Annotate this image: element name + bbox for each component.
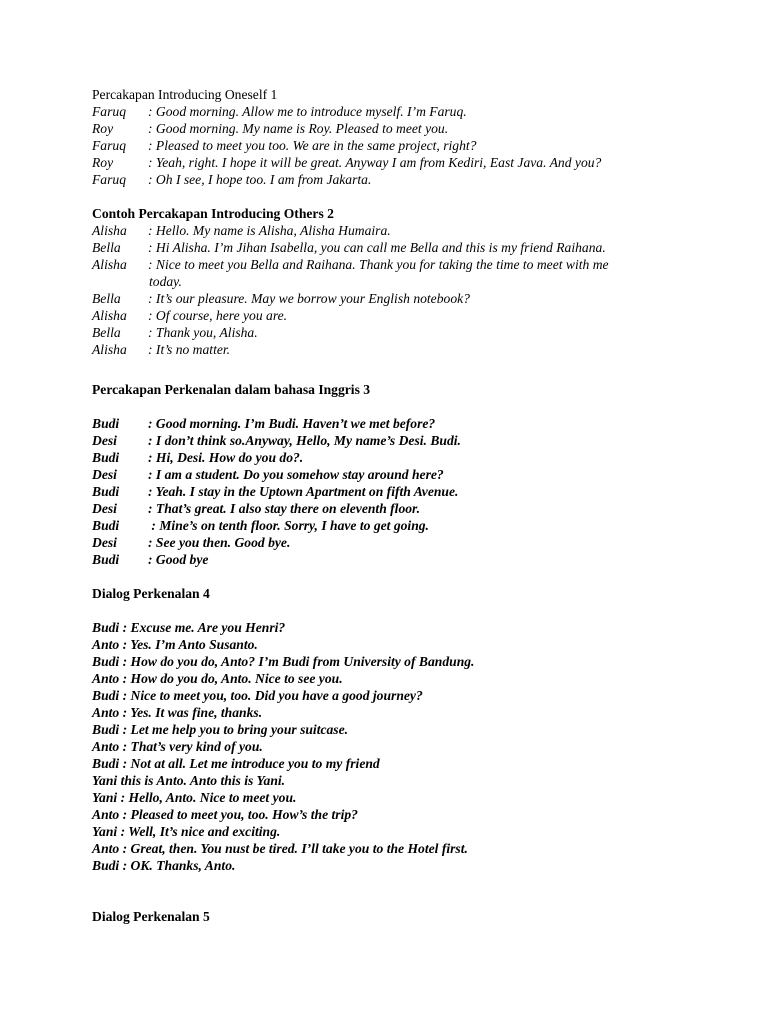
dialog-line: Budi : Excuse me. Are you Henri? [92,620,286,635]
utterance: : I don’t think so.Anyway, Hello, My name’s Desi. Budi. [148,433,461,448]
dialog-line: Yani : Well, It’s nice and exciting. [92,824,281,839]
speaker: Budi [92,518,120,533]
section-title: Dialog Perkenalan 5 [92,909,210,924]
speaker: Faruq [92,172,126,187]
dialog-line [92,290,732,307]
speaker: Budi [92,552,120,567]
section-1 [92,86,732,188]
dialog-line [92,103,732,120]
utterance: : Hi, Desi. How do you do?. [148,450,304,465]
utterance: : Hello. My name is Alisha, Alisha Humaira. [148,223,391,238]
dialog-line: Anto : How do you do, Anto. Nice to see you. [92,671,343,686]
dialog-line [92,222,732,239]
speaker: Faruq [92,104,126,119]
dialog-line [92,500,732,517]
utterance: : Mine’s on tenth floor. Sorry, I have to get going. [148,518,429,533]
utterance: : Oh I see, I hope too. I am from Jakarta. [148,172,372,187]
utterance: : Hi Alisha. I’m Jihan Isabella, you can call me Bella and this is my friend Raihana. [148,240,606,255]
section-3 [92,381,732,568]
speaker: Desi [92,433,117,448]
utterance: : Good morning. Allow me to introduce myself. I’m Faruq. [148,104,467,119]
speaker: Bella [92,291,121,306]
dialog-line: Anto : Great, then. You nust be tired. I’ll take you to the Hotel first. [92,841,468,856]
dialog-line: Yani : Hello, Anto. Nice to meet you. [92,790,297,805]
utterance: : Good morning. I’m Budi. Haven’t we met before? [148,416,436,431]
utterance: : Of course, here you are. [148,308,288,323]
speaker: Budi [92,416,120,431]
section-4 [92,585,732,874]
speaker: Budi [92,484,120,499]
dialog-line [92,324,732,341]
speaker: Desi [92,535,117,550]
speaker: Bella [92,325,121,340]
utterance: : That’s great. I also stay there on eleventh floor. [148,501,420,516]
dialog-line [92,239,732,256]
dialog-line [92,551,732,568]
utterance: : Yeah. I stay in the Uptown Apartment on fifth Avenue. [148,484,459,499]
dialog-line: Budi : Not at all. Let me introduce you to my friend [92,756,380,771]
section-title: Dialog Perkenalan 4 [92,586,210,601]
dialog-line [92,171,732,188]
dialog-line [92,466,732,483]
dialog-line [92,415,732,432]
dialog-line [92,449,732,466]
dialog-line [92,256,732,273]
dialog-line-continuation [92,273,732,290]
section-title: Percakapan Perkenalan dalam bahasa Inggris 3 [92,382,371,397]
dialog-line: Anto : That’s very kind of you. [92,739,263,754]
speaker: Budi [92,450,120,465]
utterance: : Yeah, right. I hope it will be great. Anyway I am from Kediri, East Java. And you? [148,155,602,170]
dialog-line: Budi : Nice to meet you, too. Did you have a good journey? [92,688,423,703]
dialog-line [92,307,732,324]
dialog-line [92,154,732,171]
utterance: : Nice to meet you Bella and Raihana. Thank you for taking the time to meet with me [148,257,609,272]
speaker: Roy [92,155,114,170]
section-title: Percakapan Introducing Oneself 1 [92,87,278,102]
speaker: Desi [92,501,117,516]
speaker: Faruq [92,138,126,153]
speaker: Alisha [92,223,127,238]
dialog-line [92,432,732,449]
speaker: Roy [92,121,114,136]
section-title: Contoh Percakapan Introducing Others 2 [92,206,334,221]
utterance: : Pleased to meet you too. We are in the same project, right? [148,138,477,153]
utterance: : Thank you, Alisha. [148,325,258,340]
utterance: today. [149,274,182,289]
dialog-line [92,534,732,551]
dialog-line [92,137,732,154]
utterance: : See you then. Good bye. [148,535,291,550]
dialog-line [92,483,732,500]
speaker: Alisha [92,342,127,357]
dialog-line: Budi : OK. Thanks, Anto. [92,858,236,873]
speaker: Bella [92,240,121,255]
dialog-line: Yani this is Anto. Anto this is Yani. [92,773,286,788]
utterance: : I am a student. Do you somehow stay around here? [148,467,444,482]
dialog-line: Anto : Pleased to meet you, too. How’s the trip? [92,807,358,822]
utterance: : Good bye [148,552,209,567]
dialog-line [92,517,732,534]
speaker: Alisha [92,308,127,323]
dialog-line: Anto : Yes. I’m Anto Susanto. [92,637,258,652]
dialog-line: Anto : Yes. It was fine, thanks. [92,705,263,720]
utterance: : It’s no matter. [148,342,231,357]
dialog-line: Budi : Let me help you to bring your suitcase. [92,722,349,737]
document-page [92,86,732,925]
dialog-line [92,341,732,358]
section-2 [92,205,732,358]
dialog-line [92,120,732,137]
utterance: : Good morning. My name is Roy. Pleased to meet you. [148,121,449,136]
speaker: Alisha [92,257,127,272]
speaker: Desi [92,467,117,482]
utterance: : It’s our pleasure. May we borrow your English notebook? [148,291,470,306]
dialog-line: Budi : How do you do, Anto? I’m Budi from University of Bandung. [92,654,475,669]
section-5 [92,908,732,925]
